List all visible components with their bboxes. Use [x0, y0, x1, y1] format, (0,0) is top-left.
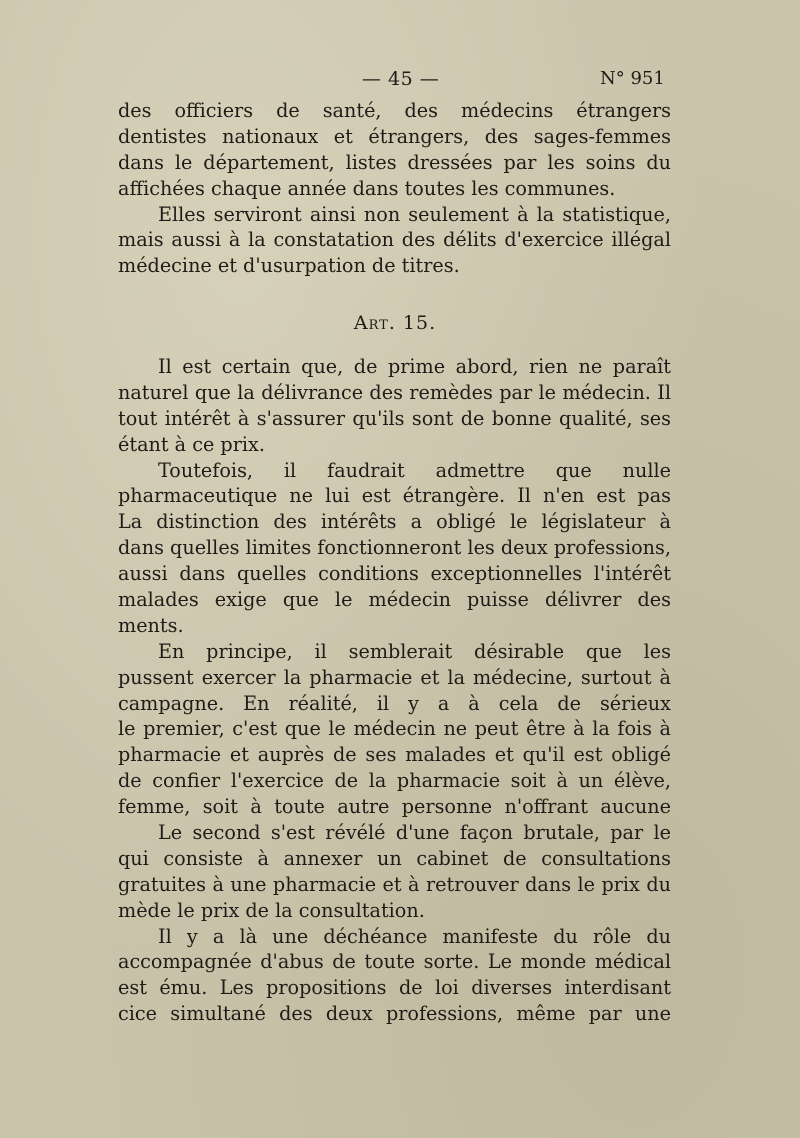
- document-number: N° 951: [600, 68, 665, 89]
- text-line: Le second s'est révélé d'une façon brutale, par le: [158, 821, 671, 845]
- text-line: mais aussi à la constatation des délits d'exercice illégal: [118, 228, 671, 252]
- text-line: La distinction des intérêts a obligé le législateur à: [118, 510, 671, 534]
- text-line: le premier, c'est que le médecin ne peut être à la fois à: [118, 717, 671, 741]
- text-line: Il est certain que, de prime abord, rien ne paraît: [158, 355, 671, 378]
- text-line: affichées chaque année dans toutes les communes.: [118, 176, 616, 200]
- text-line: dans quelles limites fonctionneront les deux professions,: [118, 536, 671, 560]
- article-heading-text: Art. 15.: [353, 312, 437, 334]
- text-line: dentistes nationaux et étrangers, des sages-femmes: [118, 124, 671, 148]
- text-line: Elles serviront ainsi non seulement à la statistique,: [158, 202, 671, 226]
- text-line: tout intérêt à s'assurer qu'ils sont de bonne qualité, ses: [118, 406, 671, 430]
- text-line: cice simultané des deux professions, même par une: [118, 1002, 671, 1026]
- article-heading: [0, 312, 790, 334]
- text-line: pussent exercer la pharmacie et la médecine, surtout à: [118, 665, 671, 689]
- page-number: — 45 —: [362, 68, 440, 90]
- text-line: Il y a là une déchéance manifeste du rôle du: [158, 924, 671, 948]
- text-line: pharmacie et auprès de ses malades et qu'il est obligé: [118, 743, 671, 767]
- text-line: pharmaceutique ne lui est étrangère. Il n'en est pas: [118, 484, 671, 508]
- text-line: femme, soit à toute autre personne n'offrant aucune: [118, 795, 671, 819]
- body-text-top: [118, 98, 671, 279]
- text-line: est ému. Les propositions de loi diverses interdisant: [118, 976, 671, 1000]
- text-line: de confier l'exercice de la pharmacie soit à un élève,: [118, 769, 671, 793]
- text-line: dans le département, listes dressées par les soins du: [118, 150, 671, 174]
- page-header: [0, 68, 800, 98]
- text-line: étant à ce prix.: [118, 432, 265, 456]
- text-line: campagne. En réalité, il y a à cela de sérieux: [118, 691, 671, 715]
- text-line: En principe, il semblerait désirable que les: [158, 639, 671, 663]
- text-line: mède le prix de la consultation.: [118, 898, 425, 922]
- text-line: des officiers de santé, des médecins étrangers: [118, 99, 671, 122]
- text-line: qui consiste à annexer un cabinet de consultations: [118, 846, 671, 870]
- text-line: Toutefois, il faudrait admettre que nulle: [158, 458, 671, 482]
- text-line: malades exige que le médecin puisse délivrer des: [118, 588, 671, 612]
- text-line: médecine et d'usurpation de titres.: [118, 254, 460, 278]
- text-line: accompagnée d'abus de toute sorte. Le monde médical: [118, 950, 671, 974]
- text-line: ments.: [118, 613, 184, 637]
- text-line: naturel que la délivrance des remèdes par le médecin. Il: [118, 380, 671, 404]
- body-text-bottom: [118, 354, 671, 1027]
- text-line: aussi dans quelles conditions exceptionnelles l'intérêt: [118, 562, 671, 586]
- text-line: gratuites à une pharmacie et à retrouver dans le prix du: [118, 872, 671, 896]
